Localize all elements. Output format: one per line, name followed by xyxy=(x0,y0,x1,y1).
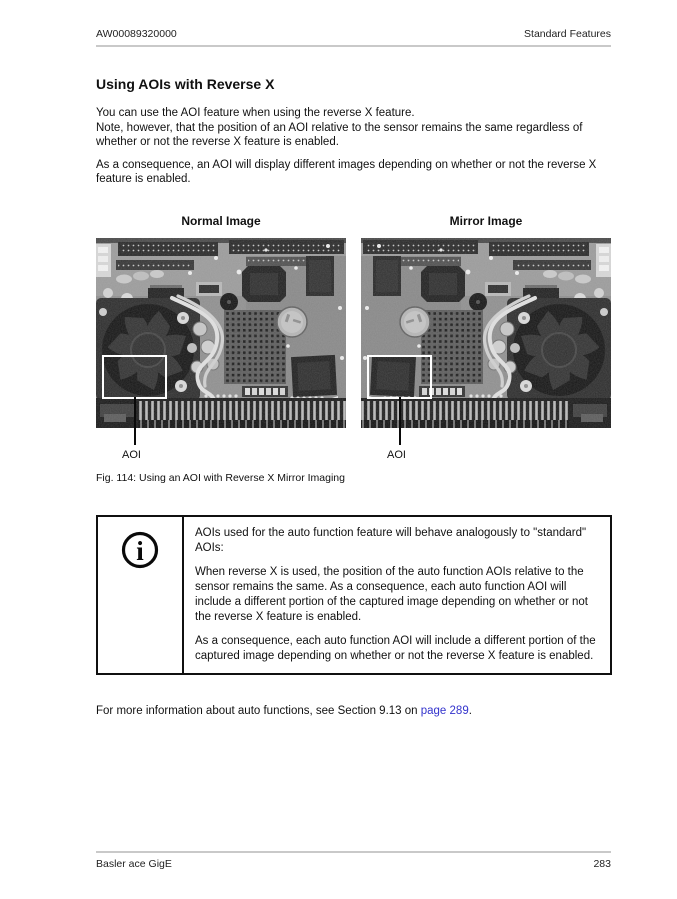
aoi-rectangle xyxy=(102,355,167,399)
page-footer xyxy=(96,858,611,870)
info-icon xyxy=(120,530,160,570)
aoi-leader-line xyxy=(134,397,136,445)
page-header xyxy=(96,28,611,40)
svg-text:i: i xyxy=(136,535,144,566)
figure-caption: Fig. 114: Using an AOI with Reverse X Mirror Imaging xyxy=(96,471,345,484)
figure-normal xyxy=(96,214,346,472)
footer-product-name: Basler ace GigE xyxy=(96,858,172,870)
figure-row xyxy=(96,214,613,472)
aoi-label: AOI xyxy=(122,448,141,461)
paragraph-1-line-2: Note, however, that the position of an AOI relative to the sensor remains the same regardless of whether or not the reverse X feature is enabled. xyxy=(96,121,583,148)
figure-mirror-title: Mirror Image xyxy=(449,213,523,228)
page-289-link[interactable]: page 289 xyxy=(420,704,469,717)
normal-image-photo xyxy=(96,238,346,461)
content-column xyxy=(96,76,613,730)
cross-reference-period: . xyxy=(468,704,472,717)
figure-normal-title: Normal Image xyxy=(181,213,261,228)
paragraph-1-line-1: You can use the AOI feature when using the reverse X feature. xyxy=(96,107,415,119)
info-note-text xyxy=(184,517,610,673)
header-section-title: Standard Features xyxy=(524,28,611,40)
mirror-image-photo xyxy=(361,238,611,461)
cross-reference-text: For more information about auto functions, see Section 9.13 on xyxy=(96,704,421,717)
aoi-rectangle xyxy=(367,355,432,399)
note-paragraph-3: As a consequence, each auto function AOI will include a different portion of the captured image depending on whether or not the reverse X feature is enabled. xyxy=(195,634,596,662)
info-icon-cell xyxy=(98,517,184,673)
aoi-label: AOI xyxy=(387,448,406,461)
cross-reference-paragraph xyxy=(96,704,613,719)
paragraph-2: As a consequence, an AOI will display different images depending on whether or not the reverse X feature is enabled. xyxy=(96,158,597,185)
figure-mirror xyxy=(361,214,611,472)
info-note-box xyxy=(96,515,612,675)
note-paragraph-1: AOIs used for the auto function feature will behave analogously to "standard" AOIs: xyxy=(195,526,587,554)
header-doc-id: AW00089320000 xyxy=(96,28,177,40)
paragraph-1 xyxy=(96,106,613,150)
footer-rule xyxy=(96,851,611,853)
note-paragraph-2: When reverse X is used, the position of the auto function AOIs relative to the sensor remains the same. As a consequence, each auto function AOI will include a different portion of the captured image depending on whether or not the reverse X feature is enabled. xyxy=(195,565,588,623)
footer-page-number: 283 xyxy=(593,858,611,870)
aoi-leader-line xyxy=(399,397,401,445)
section-heading: Using AOIs with Reverse X xyxy=(96,76,275,92)
header-rule xyxy=(96,45,611,47)
